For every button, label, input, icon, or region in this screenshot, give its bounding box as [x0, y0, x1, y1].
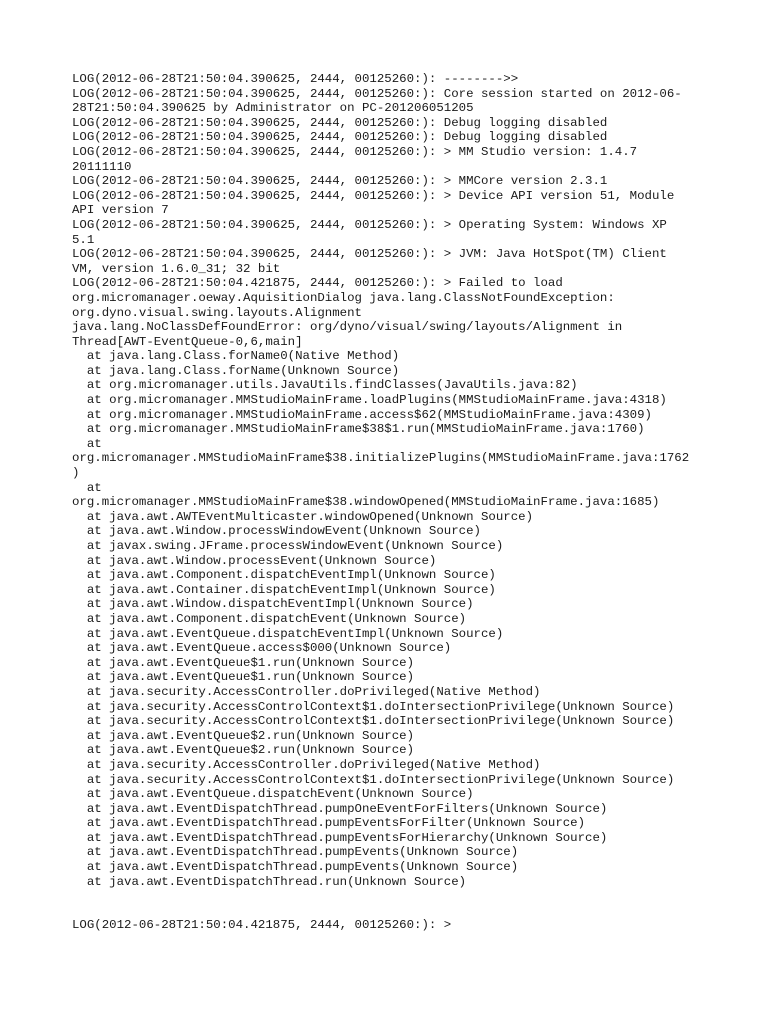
log-line: at org.micromanager.MMStudioMainFrame.access$62(MMStudioMainFrame.java:4309) — [72, 407, 652, 422]
log-line: at org.micromanager.MMStudioMainFrame$38$1.run(MMStudioMainFrame.java:1760) — [72, 422, 645, 437]
log-line: LOG(2012-06-28T21:50:04.421875, 2444, 00125260:): > — [72, 918, 452, 933]
log-line: at java.awt.Window.dispatchEventImpl(Unknown Source) — [72, 597, 474, 612]
log-line: at — [72, 436, 102, 451]
log-line: LOG(2012-06-28T21:50:04.390625, 2444, 00125260:): -------->> — [72, 72, 519, 86]
log-line: java.lang.NoClassDefFoundError: org/dyno/visual/swing/layouts/Alignment in — [72, 320, 623, 335]
log-line: at java.awt.EventDispatchThread.pumpOneEventForFilters(Unknown Source) — [72, 801, 608, 816]
log-line: at java.awt.EventQueue$1.run(Unknown Source) — [72, 670, 415, 685]
log-line: LOG(2012-06-28T21:50:04.390625, 2444, 00125260:): > JVM: Java HotSpot(TM) Client — [72, 247, 667, 262]
log-line: LOG(2012-06-28T21:50:04.390625, 2444, 00125260:): > MM Studio version: 1.4.7 — [72, 144, 638, 159]
log-line: 20111110 — [72, 159, 132, 174]
log-line: at java.awt.Window.processEvent(Unknown Source) — [72, 553, 437, 568]
log-line: at java.security.AccessControlContext$1.doIntersectionPrivilege(Unknown Source) — [72, 714, 675, 729]
log-line: at java.awt.EventQueue.dispatchEvent(Unknown Source) — [72, 787, 474, 802]
log-line: at java.awt.EventQueue$2.run(Unknown Source) — [72, 743, 415, 758]
log-line: API version 7 — [72, 203, 169, 218]
log-line: LOG(2012-06-28T21:50:04.390625, 2444, 00125260:): Debug logging disabled — [72, 130, 608, 145]
log-line: at org.micromanager.utils.JavaUtils.findClasses(JavaUtils.java:82) — [72, 378, 578, 393]
log-line: VM, version 1.6.0_31; 32 bit — [72, 261, 281, 276]
log-line: at — [72, 480, 102, 495]
log-line: at java.awt.EventDispatchThread.pumpEventsForFilter(Unknown Source) — [72, 816, 586, 831]
log-line: org.micromanager.oeway.AquisitionDialog java.lang.ClassNotFoundException: — [72, 290, 615, 305]
log-line: at java.security.AccessControlContext$1.doIntersectionPrivilege(Unknown Source) — [72, 772, 675, 787]
log-line: at org.micromanager.MMStudioMainFrame.loadPlugins(MMStudioMainFrame.java:4318) — [72, 393, 667, 408]
log-line: LOG(2012-06-28T21:50:04.421875, 2444, 00125260:): > Failed to load — [72, 276, 563, 291]
log-line: at java.lang.Class.forName(Unknown Source) — [72, 363, 400, 378]
log-line: at java.awt.EventDispatchThread.pumpEvents(Unknown Source) — [72, 860, 519, 875]
log-line: at java.security.AccessController.doPrivileged(Native Method) — [72, 684, 541, 699]
log-line: LOG(2012-06-28T21:50:04.390625, 2444, 00125260:): Debug logging disabled — [72, 115, 608, 130]
log-line: at java.awt.Component.dispatchEventImpl(Unknown Source) — [72, 568, 496, 583]
log-line: at java.awt.Component.dispatchEvent(Unknown Source) — [72, 611, 467, 626]
log-line: at javax.swing.JFrame.processWindowEvent(Unknown Source) — [72, 539, 504, 553]
log-line: LOG(2012-06-28T21:50:04.390625, 2444, 00125260:): > Operating System: Windows XP — [72, 217, 667, 232]
log-line: at java.lang.Class.forName0(Native Method) — [72, 349, 400, 364]
log-line: at java.awt.EventDispatchThread.run(Unknown Source) — [72, 874, 467, 889]
log-line: ) — [72, 466, 80, 481]
log-line: LOG(2012-06-28T21:50:04.390625, 2444, 00125260:): Core session started on 2012-06- — [72, 86, 682, 101]
log-line: at java.awt.AWTEventMulticaster.windowOpened(Unknown Source) — [72, 509, 534, 524]
log-line: at java.awt.EventDispatchThread.pumpEventsForHierarchy(Unknown Source) — [72, 830, 608, 845]
log-line: at java.awt.Container.dispatchEventImpl(Unknown Source) — [72, 582, 496, 597]
log-line: LOG(2012-06-28T21:50:04.390625, 2444, 00125260:): > MMCore version 2.3.1 — [72, 174, 608, 189]
log-line: LOG(2012-06-28T21:50:04.390625, 2444, 00125260:): > Device API version 51, Module — [72, 188, 675, 203]
log-line: at java.security.AccessControlContext$1.doIntersectionPrivilege(Unknown Source) — [72, 699, 675, 714]
log-line: 5.1 — [72, 232, 95, 247]
log-line: org.dyno.visual.swing.layouts.Alignment — [72, 305, 362, 320]
log-line: 28T21:50:04.390625 by Administrator on PC-201206051205 — [72, 101, 474, 116]
log-line: org.micromanager.MMStudioMainFrame$38.windowOpened(MMStudioMainFrame.java:1685) — [72, 495, 660, 510]
log-line: at java.awt.EventQueue.dispatchEventImpl(Unknown Source) — [72, 626, 504, 641]
log-line: at java.security.AccessController.doPrivileged(Native Method) — [72, 757, 541, 772]
log-line: at java.awt.EventQueue$2.run(Unknown Source) — [72, 728, 415, 743]
log-line: at java.awt.EventQueue$1.run(Unknown Source) — [72, 655, 415, 670]
log-line: org.micromanager.MMStudioMainFrame$38.initializePlugins(MMStudioMainFrame.java:1762 — [72, 451, 690, 466]
log-line: Thread[AWT-EventQueue-0,6,main] — [72, 334, 303, 349]
log-line: at java.awt.EventQueue.access$000(Unknown Source) — [72, 641, 452, 656]
log-line: at java.awt.EventDispatchThread.pumpEvents(Unknown Source) — [72, 845, 519, 860]
log-line: at java.awt.Window.processWindowEvent(Unknown Source) — [72, 524, 481, 539]
log-text — [72, 72, 702, 933]
